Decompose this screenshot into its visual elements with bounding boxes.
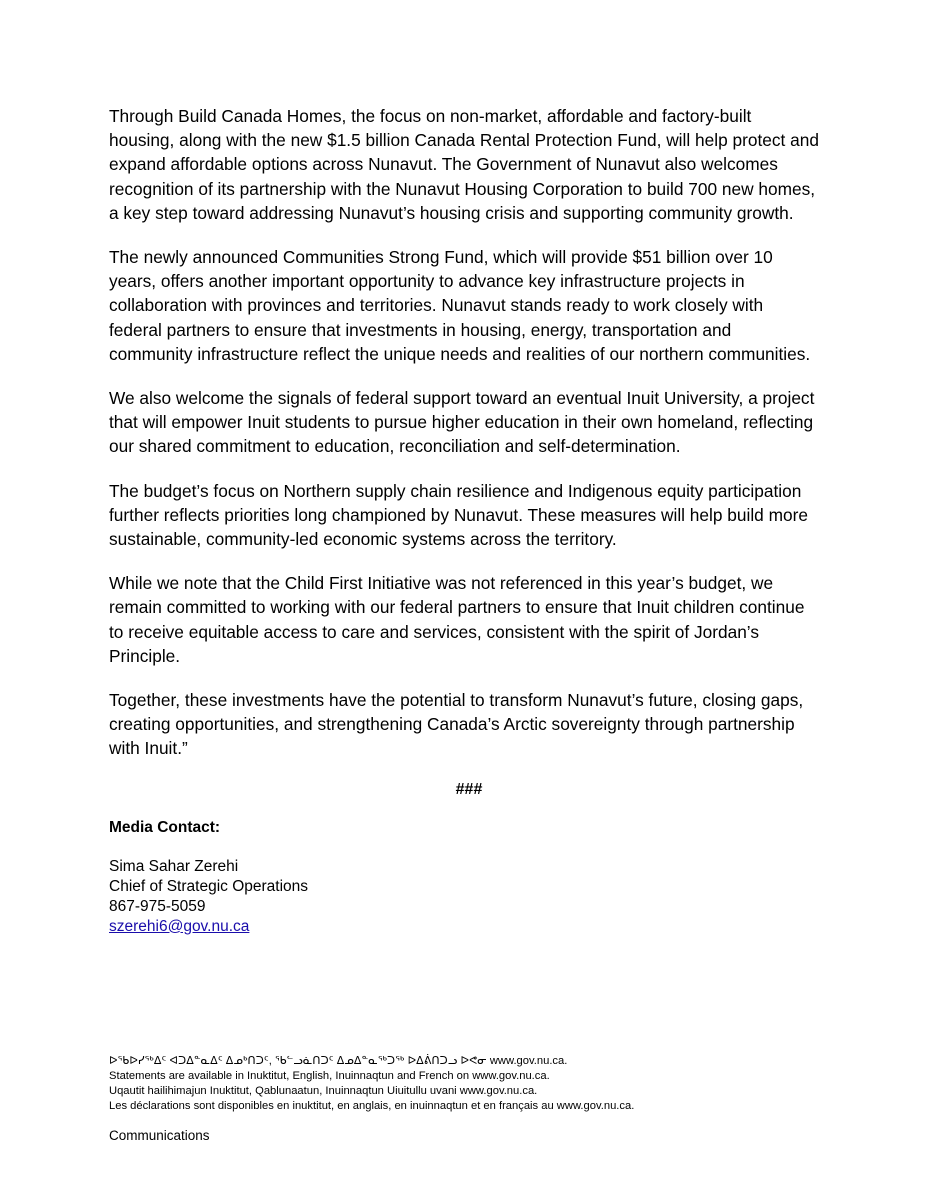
document-body [109,104,819,937]
contact-title: Chief of Strategic Operations [109,877,309,895]
paragraph-child-first: While we note that the Child First Initiative was not referenced in this year’s budget, we remain committed to working with our federal partners to ensure that Inuit children continue to receive equitable access to care and services, consistent with the spirit of Jordan’s Principle. [109,573,805,666]
contact-block [109,857,819,937]
contact-name: Sima Sahar Zerehi [109,857,239,875]
section-separator: ### [455,780,483,798]
footer-line-french: Les déclarations sont disponibles en inuktitut, en anglais, en inuinnaqtun et en français au www.gov.nu.ca. [109,1100,635,1112]
footer-line-inuktitut: ᐅᖃᐅᓯᖅᐃᑦ ᐊᑐᐃᓐᓇᐃᑦ ᐃᓄᒃᑎᑐᑦ, ᖃᓪᓗᓈᑎᑐᑦ ᐃᓄᐃᓐᓇᖅᑐᖅ ᐅᐃᕖᑎᑐᓗ ᐅᕙᓂ www.gov.nu.ca. [109,1055,568,1067]
paragraph-supply-chain: The budget’s focus on Northern supply chain resilience and Indigenous equity participation further reflects priorities long championed by Nunavut. These measures will help build more sustainable, community-led economic systems across the territory. [109,480,808,550]
contact-phone: 867-975-5059 [109,897,206,915]
contact-email-link[interactable]: szerehi6@gov.nu.ca [109,917,250,935]
paragraph-communities-fund: The newly announced Communities Strong Fund, which will provide $51 billion over 10 years, offers another important opportunity to advance key infrastructure projects in collaboration with provinces and territories. Nunavut stands ready to work closely with federal partners to ensure that investments in housing, energy, transportation and community infrastructure reflect the unique needs and realities of our northern communities. [109,247,811,364]
paragraph-conclusion: Together, these investments have the potential to transform Nunavut’s future, closing gaps, creating opportunities, and strengthening Canada’s Arctic sovereignty through partnership with Inuit.” [109,690,804,759]
paragraph-housing: Through Build Canada Homes, the focus on non-market, affordable and factory-built housing, along with the new $1.5 billion Canada Rental Protection Fund, will help protect and expand affordable options across Nunavut. The Government of Nunavut also welcomes recognition of its partnership with the Nunavut Housing Corporation to build 700 new homes, a key step toward addressing Nunavut’s housing crisis and supporting community growth. [109,106,819,223]
media-contact-label: Media Contact: [109,818,221,836]
footer-line-inuinnaqtun: Uqautit hailihimajun Inuktitut, Qablunaatun, Inuinnaqtun Uiuitullu uvani www.gov.nu.ca. [109,1085,538,1097]
department-label: Communications [109,1128,210,1143]
paragraph-inuit-university: We also welcome the signals of federal support toward an eventual Inuit University, a project that will empower Inuit students to pursue higher education in their own homeland, reflecting our shared commitment to education, reconciliation and self-determination. [109,388,815,457]
footer-line-english: Statements are available in Inuktitut, English, Inuinnaqtun and French on www.gov.nu.ca. [109,1070,550,1082]
language-availability-footer [109,1054,819,1114]
